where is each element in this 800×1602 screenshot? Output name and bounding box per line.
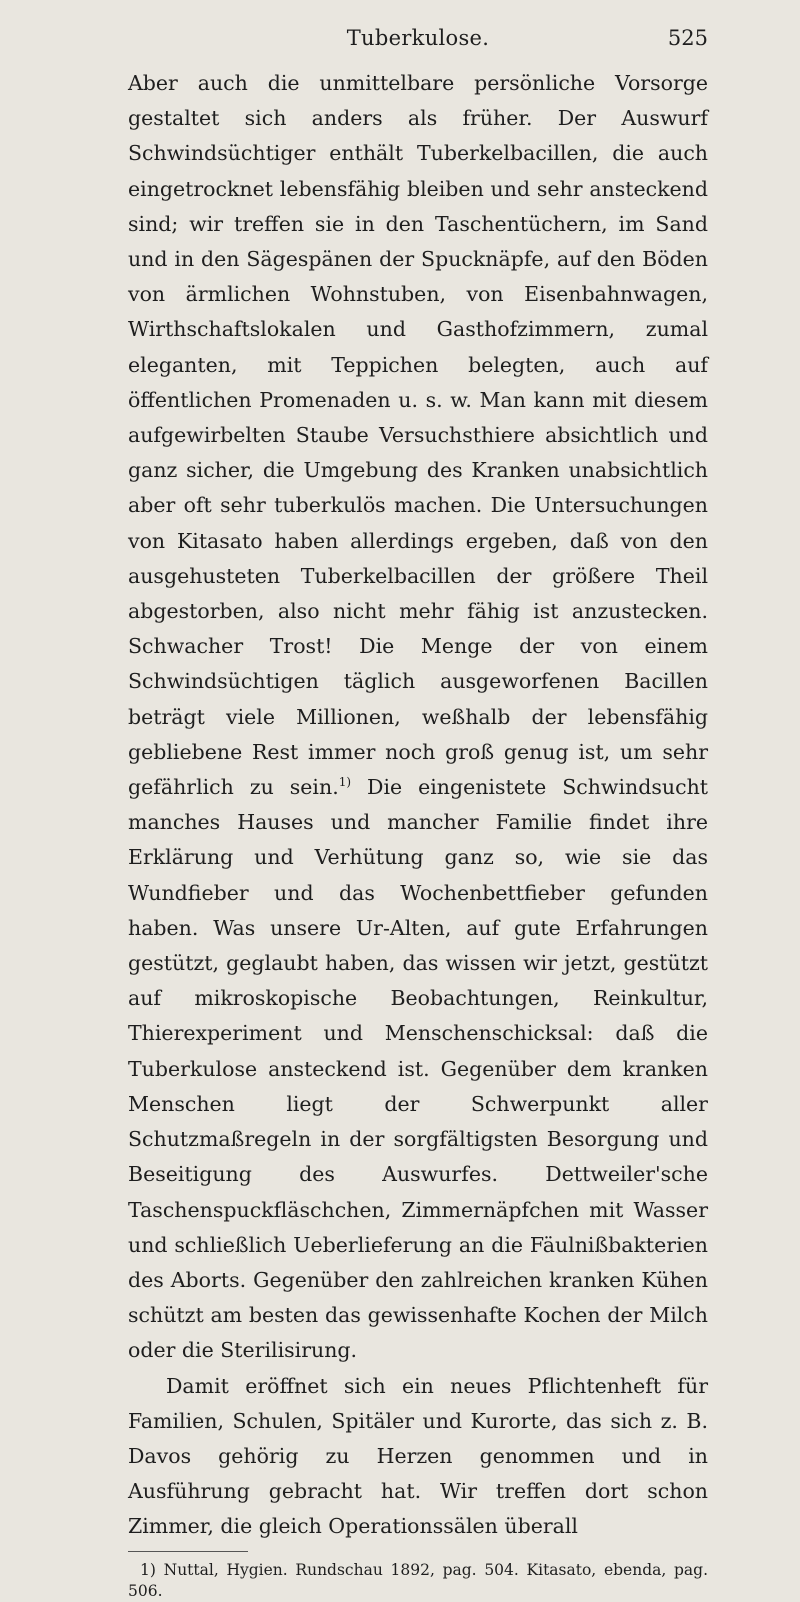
running-head [128,22,708,56]
footnote-divider [128,1551,248,1552]
running-title: Tuberkulose. [346,26,490,50]
paragraph-1 [128,66,708,1369]
paragraph-1-text-a: Aber auch die unmittelbare persönliche Vorsorge gestaltet sich anders als früher. Der Auswurf Schwindsüchtiger enthält Tuberkelbacillen, die auch eingetrocknet lebensfähig bleiben und sehr ansteckend sind; wir treffen sie in den Taschentüchern, im Sand und in den Sägespänen der Spucknäpfe, auf den Böden von ärmlichen Wohnstuben, von Eisenbahnwagen, Wirthschaftslokalen und Gasthofzimmern, zumal eleganten, mit Teppichen belegten, auch auf öffentlichen Promenaden u. s. w. Man kann mit diesem aufgewirbelten Staube Versuchsthiere absichtlich und ganz sicher, die Umgebung des Kranken unabsichtlich aber oft sehr tuberkulös machen. Die Untersuchungen von Kitasato haben allerdings ergeben, daß von den ausgehusteten Tuberkelbacillen der größere Theil abgestorben, also nicht mehr fähig ist anzustecken. Schwacher Trost! Die Menge der von einem Schwindsüchtigen täglich ausgeworfenen Bacillen beträgt viele Millionen, weßhalb der lebensfähig gebliebene Rest immer noch groß genug ist, um sehr gefährlich zu sein. [128,71,708,800]
footnote-text: Nuttal, Hygien. Rundschau 1892, pag. 504. Kitasato, ebenda, pag. 506. [128,1560,708,1600]
paragraph-1-text-b: Die eingenistete Schwindsucht manches Hauses und mancher Familie findet ihre Erklärung und Verhütung ganz so, wie sie das Wundfieber und das Wochenbettfieber gefunden haben. Was unsere Ur-Alten, auf gute Erfahrungen gestützt, geglaubt haben, das wissen wir jetzt, gestützt auf mikroskopische Beobachtungen, Reinkultur, Thierexperiment und Menschenschicksal: daß die Tuberkulose ansteckend ist. Gegenüber dem kranken Menschen liegt der Schwerpunkt aller Schutzmaßregeln in der sorgfältigsten Besorgung und Beseitigung des Auswurfes. Dettweiler'sche Taschenspuckfläschchen, Zimmernäpfchen mit Wasser und schließlich Ueberlieferung an die Fäulnißbakterien des Aborts. Gegenüber den zahlreichen kranken Kühen schützt am besten das gewissenhafte Kochen der Milch oder die Sterilisirung. [128,775,709,1363]
body-text [128,66,708,1545]
paragraph-2: Damit eröffnet sich ein neues Pflichtenheft für Familien, Schulen, Spitäler und Kurorte, das sich z. B. Davos gehörig zu Herzen genommen und in Ausführung gebracht hat. Wir treffen dort schon Zimmer, die gleich Operationssälen überall [128,1373,708,1539]
footnote-reference: 1) [338,775,352,790]
footnote-mark: 1) [140,1560,156,1579]
footnote [128,1560,708,1602]
page-number: 525 [667,26,708,50]
